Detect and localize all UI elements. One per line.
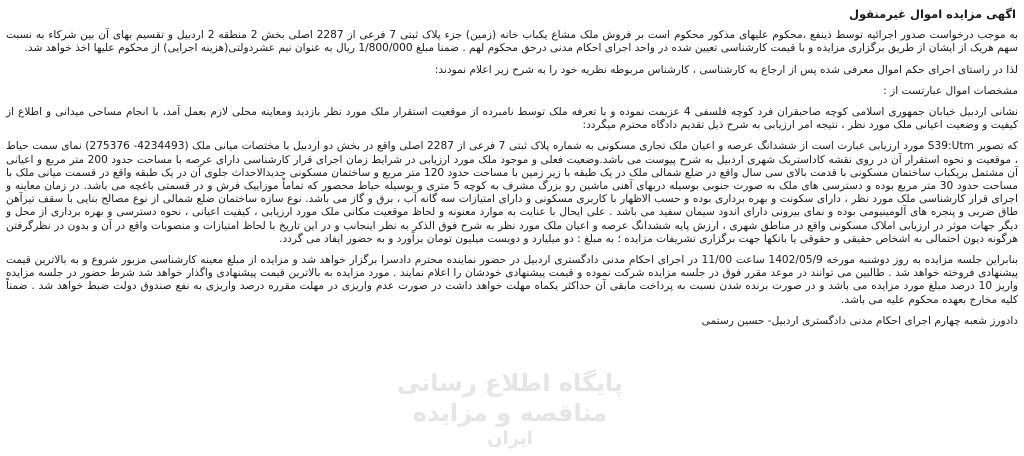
watermark-line-1: پایگاه اطلاع رسانی مناقصه و مزایده bbox=[396, 369, 624, 427]
paragraph-address: نشانی اردبیل خیابان جمهوری اسلامی کوچه صاحبقران فرد کوچه فلسفی 4 عزیمت نموده و با تعرفه ملک توسط نامبرده از موقعیت استقرار ملک مورد نظر بازدید ومعاینه محلی لازم بعمل آمد، با انجام مساحی میدانی و اطلاع از کیفیت و وضعیت اعیانی ملک مورد نظر ، نتیجه امر ارزیابی به شرح ذیل تقدیم دادگاه محترم میگردد: bbox=[6, 106, 1018, 132]
auction-notice bbox=[6, 4, 1018, 328]
signature-line: دادورز شعبه چهارم اجرای احکام مدنی دادگستری اردبیل- حسین رستمی bbox=[701, 314, 1018, 327]
paragraph-valuation: که تصویر S39:Utm مورد ارزیابی عبارت است از ششدانگ عرصه و اعیان ملک تجاری مسکونی به شماره پلاک ثبتی 7 فرعی از 2287 اصلی واقع در بخش دو اردبیل با مختصات میانی ملک (4234493- 275376) نمای سمت حیاط ، موقعیت و نحوه استقرار آن در روی نقشه کاداستریک شهری اردبیل به شرح پیوست می باشد.وضعیت فعلی و موجود ملک مورد ارزیابی در شرایط زمان اجرای قرار کارشناسی دارای عرصه با مساحت حدود 200 متر مربع و اعیانی آن مشتمل بریکباب ساختمان مسکونی با قدمت بالای سی سال واقع در ضلع شمالی ملک در یک طبقه با زیر زمین با مساحت حدود 120 متر مربع و ساختمان مسکونی جدیدالاحداث جلوی آن در یک طبقه واقع در قسمت میانی ملک با مساحت حدود 30 متر مربع بوده و دسترسی های ملک به صورت جنوبی بوسیله دربهای آهنی ماشین رو بزرگ مشرف به کوچه 5 متری و بوسیله حیاط محصور که تماماً موزاییک فرش و در قسمتی باغچه می باشد. در زمان معاینه و اجرای قرار کارشناسی ملک مورد نظر ، دارای سکونت و بهره برداری بوده و حسب الاظهار با کاربری مسکونی و دارای امتیازات سه گانه آب ، برق و گاز می باشد. نوع سازه ساختمان ضلع شمالی از نوع مصالح بنایی با سقف تیرآهن طاق ضربی و پنجره های آلومینیومی بوده و نمای بیرونی دارای اندود سیمان سفید می باشد . علی ایحال با عنایت به موارد معنونه و لحاظ موقعیت مکانی ملک مورد ارزیابی ، کیفیت اعیانی ، نحوه دسترسی و بهره برداری از محل و دیگر جهات موثر در ارزیابی املاک مسکونی واقع در مناطق شهری ، ارزش پایه ششدانگ عرصه و اعیان ملک مورد نظر به شرح فوق الذکر به نظر اینجانب و در این تاریخ با لحاظ امتیازات و منصوبات واقع در آن و بدون در نظرگرفتن هرگونه دیون احتمالی به اشخاص حقیقی و حقوقی یا بانکها جهت برگزاری تشریفات مزایده ؛ به مبلغ : دو میلیارد و دویست میلیون تومان برآورد و به حضور ایفاد می گردد. bbox=[6, 140, 1019, 245]
watermark-line-2: ایران bbox=[487, 428, 533, 449]
paragraph-property-heading: مشخصات اموال عبارتست از : bbox=[883, 84, 1018, 97]
watermark bbox=[360, 368, 660, 449]
notice-title: اگهی مزایده اموال غیرمنقول bbox=[848, 7, 1016, 21]
paragraph-judgment: به موجب درخواست صدور اجرائیه توسط ذینفع ،محکوم علیهای مذکور محکوم است بر فروش ملک مشاع یکباب خانه (زمین) جزء پلاک ثبتی 7 فرعی از 2287 اصلی بخش 2 منطقه 2 اردبیل و تقسیم بهای آن بین شرکاء به نسبت سهم هریک از ایشان از طریق برگزاری مزایده و با قیمت کارشناسی تعیین شده در واحد اجرای احکام مدنی درحق محکوم لهم . ضمنا مبلغ 1/800/000 ریال به عنوان نیم عشردولتی(هزینه اجرایی) از محکوم علیها اخذ خواهد شد. bbox=[6, 29, 1018, 55]
paragraph-expert-referral: لذا در راستای اجرای حکم اموال معرفی شده پس از ارجاع به کارشناسی ، کارشناس مربوطه نظریه خود را به شرح زیر اعلام نمودند: bbox=[434, 63, 1018, 76]
paragraph-auction-terms: بنابراین جلسه مزایده به روز دوشنبه مورخه 1402/05/9 ساعت 11/00 در اجرای احکام مدنی دادگستری اردبیل در حضور نماینده محترم دادسرا برگزار خواهد شد و مزایده از مبلغ معینه کارشناسی مزبور شروع و به بالاترین قیمت پیشنهادی فروخته خواهد شد . طالبین می توانند در موعد مقرر فوق در جلسه مزایده شرکت نموده و قیمت پیشنهادی خودشان را اعلام نمایند . مورد مزایده به بالاترین قیمت پیشنهادی واگذار خواهد شد شرط حضور در جلسه مزایده واریز 10 درصد مبلغ مورد مزایده می باشد و در صورت برنده شدن نسبت به پرداخت مابقی آن حداکثر یکماه مهلت خواهد داشت در صورت عدم واریزی در مهلت مقرره درصد واریزی به نفع صندوق دولت ضبط خواهد شد . ضمناً کلیه مخارج بعهده محکوم علیه می باشد. bbox=[6, 254, 1018, 306]
